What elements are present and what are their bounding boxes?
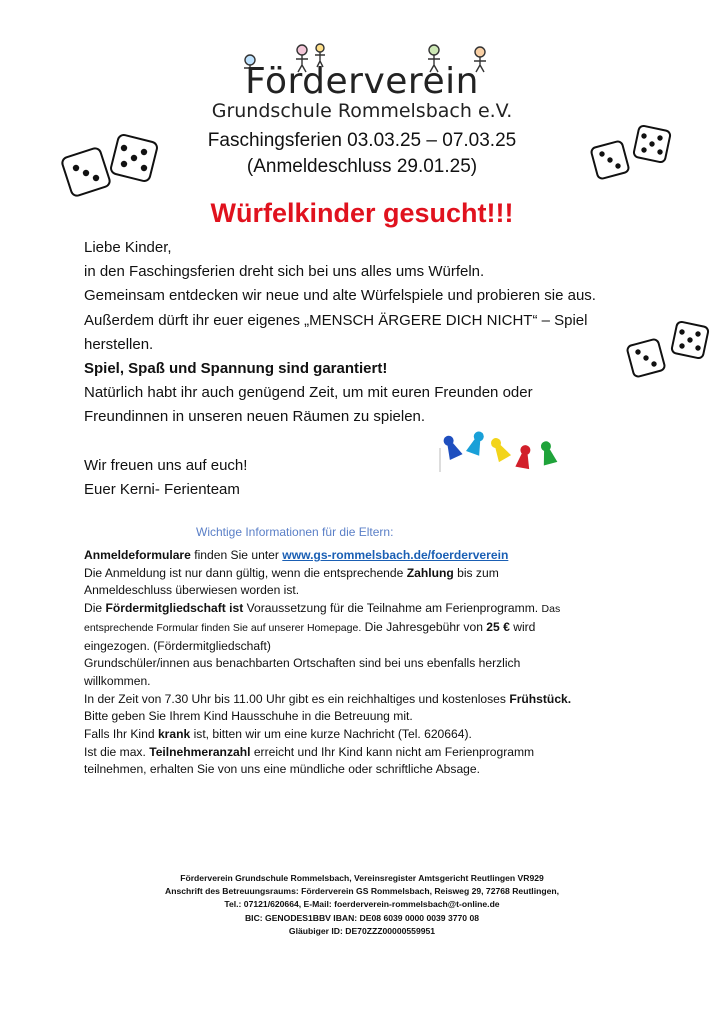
homepage-link[interactable]: www.gs-rommelsbach.de/foerderverein <box>282 548 509 562</box>
game-pawns <box>438 428 568 474</box>
letter-greeting: Liebe Kinder, <box>84 239 172 256</box>
info-breakfast: In der Zeit von 7.30 Uhr bis 11.00 Uhr gibt es ein reichhaltiges und kostenloses Frühstück. <box>84 691 572 706</box>
dates-line: Faschingsferien 03.03.25 – 07.03.25 <box>207 130 517 151</box>
letter-signature: Euer Kerni- Ferienteam <box>84 480 240 498</box>
footer-line: Tel.: 07121/620664, E-Mail: foerderverein-rommelsbach@t-online.de <box>224 899 500 910</box>
footer <box>0 872 724 938</box>
parents-info <box>84 547 644 779</box>
headline: Würfelkinder gesucht!!! <box>210 198 514 228</box>
letter-line: herstellen. <box>84 335 154 353</box>
dice-pair-left <box>60 130 166 200</box>
pawn-icon <box>515 444 533 469</box>
info-sick: Falls Ihr Kind krank ist, bitten wir um eine kurze Nachricht (Tel. 620664). <box>84 727 472 742</box>
info-payment-cont: Anmeldeschluss überwiesen worden ist. <box>84 583 300 598</box>
deadline-line: (Anmeldeschluss 29.01.25) <box>246 156 478 177</box>
info-capacity: Ist die max. Teilnehmeranzahl erreicht und Ihr Kind kann nicht am Ferienprogramm <box>84 744 535 759</box>
info-membership-end: eingezogen. (Fördermitgliedschaft) <box>84 638 271 653</box>
footer-line: Förderverein Grundschule Rommelsbach, Vereinsregister Amtsgericht Reutlingen VR929 <box>180 873 544 883</box>
info-membership: Die Fördermitgliedschaft ist Voraussetzung für die Teilnahme am Ferienprogramm. Das <box>84 601 561 616</box>
letter-line: Freundinnen in unseren neuen Räumen zu spielen. <box>84 408 426 426</box>
letter-line: Außerdem dürft ihr euer eigenes „MENSCH ÄRGERE DICH NICHT“ – Spiel <box>84 311 588 329</box>
footer-line: Gläubiger ID: DE70ZZZ00000559951 <box>288 925 436 936</box>
footer-line: Anschrift des Betreuungsraums: Förderverein GS Rommelsbach, Reisweg 29, 72768 Reutlingen, <box>165 886 559 897</box>
org-name: Förderverein <box>245 61 479 102</box>
footer-line: BIC: GENODES1BBV IBAN: DE08 6039 0000 0039 3770 08 <box>244 912 480 923</box>
letter-line: in den Faschingsferien dreht sich bei uns alles ums Würfeln. <box>84 263 485 281</box>
pawn-icon <box>466 429 487 455</box>
info-forms: Anmeldeformulare finden Sie unter www.gs-rommelsbach.de/foerderverein <box>84 548 509 562</box>
pawn-icon <box>440 433 462 460</box>
info-payment: Die Anmeldung ist nur dann gültig, wenn die entsprechende Zahlung bis zum <box>84 565 499 580</box>
letter-closing: Wir freuen uns auf euch! <box>84 456 248 474</box>
parents-heading: Wichtige Informationen für die Eltern: <box>196 525 394 539</box>
dice-pair-right-top <box>590 124 680 182</box>
letter-line: Natürlich habt ihr auch genügend Zeit, um mit euren Freunden oder <box>84 384 533 402</box>
letter-line: Gemeinsam entdecken wir neue und alte Würfelspiele und probieren sie aus. <box>84 287 596 305</box>
pawn-icon <box>538 440 557 466</box>
info-neighbors: Grundschüler/innen aus benachbarten Ortschaften sind bei uns ebenfalls herzlich <box>84 656 521 671</box>
letter-bold-line: Spiel, Spaß und Spannung sind garantiert! <box>84 360 388 378</box>
info-neighbors-cont: willkommen. <box>84 673 151 688</box>
info-capacity-cont: teilnehmen, erhalten Sie von uns eine mündliche oder schriftliche Absage. <box>84 762 480 777</box>
org-subtitle: Grundschule Rommelsbach e.V. <box>211 100 513 122</box>
pawn-icon <box>487 435 511 462</box>
info-slippers: Bitte geben Sie Ihrem Kind Hausschuhe in die Betreuung mit. <box>84 709 413 724</box>
info-membership-cont: entsprechende Formular finden Sie auf unserer Homepage. Die Jahresgebühr von 25 € wird <box>84 619 536 634</box>
